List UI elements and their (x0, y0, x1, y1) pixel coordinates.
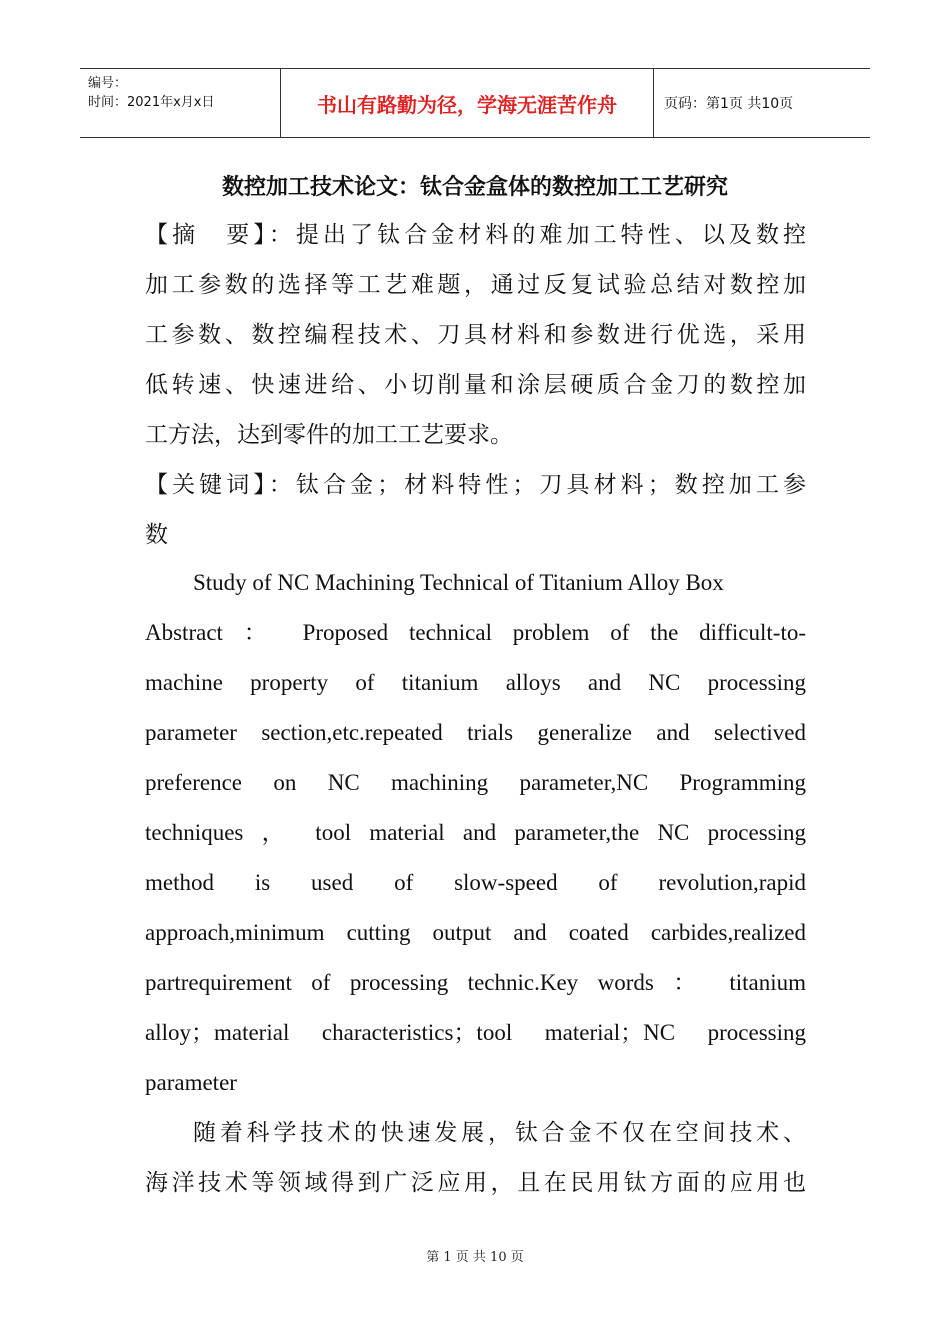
intro-cn-line: 随着科学技术的快速发展，钛合金不仅在空间技术、 (193, 1120, 806, 1146)
english-line: approach,minimum cutting output and coated carbides,realized (145, 920, 806, 945)
keywords-cn-line: 数 (145, 522, 168, 548)
keywords-cn (145, 460, 806, 560)
english-line: Abstract ： Proposed technical problem of the difficult-to- (145, 620, 806, 645)
document-title: 数控加工技术论文：钛合金盒体的数控加工工艺研究 (221, 175, 728, 200)
english-title-line: Study of NC Machining Technical of Titanium Alloy Box (193, 570, 724, 595)
english-line: techniques ， tool material and parameter,the NC processing (145, 820, 806, 845)
page-footer: 第 1 页 共 10 页 (426, 1250, 524, 1265)
header-meta-cell (80, 69, 281, 137)
motto-text: 书山有路勤为径，学海无涯苦作舟 (317, 92, 617, 117)
abstract-cn-line: 【摘 要】：提出了钛合金材料的难加工特性、以及数控 (145, 222, 806, 248)
abstract-cn-line: 工参数、数控编程技术、刀具材料和参数进行优选，采用 (145, 322, 806, 348)
english-line: method is used of slow-speed of revolution,rapid (145, 870, 806, 895)
english-line: preference on NC machining parameter,NC Programming (145, 770, 806, 795)
number-label: 编号： (88, 76, 128, 91)
intro-cn (145, 1108, 806, 1208)
header-motto-cell (281, 69, 654, 137)
abstract-cn (145, 210, 806, 460)
abstract-cn-line: 工方法，达到零件的加工工艺要求。 (145, 422, 513, 448)
page-info: 页码：第1页 共10页 (664, 96, 794, 112)
document-header (80, 68, 870, 138)
english-line: machine property of titanium alloys and NC processing (145, 670, 806, 695)
english-line: parameter section,etc.repeated trials generalize and selectived (145, 720, 806, 745)
intro-cn-line: 海洋技术等领域得到广泛应用，且在民用钛方面的应用也 (145, 1170, 806, 1196)
abstract-cn-line: 低转速、快速进给、小切削量和涂层硬质合金刀的数控加 (145, 372, 806, 398)
english-line: alloy；material characteristics；tool material；NC processing (145, 1020, 806, 1045)
header-page-cell (654, 69, 870, 137)
time-label: 时间：2021年x月x日 (88, 95, 215, 110)
english-line: partrequirement of processing technic.Key words ： titanium (145, 970, 806, 995)
english-abstract (145, 558, 806, 1108)
english-line: parameter (145, 1070, 237, 1095)
abstract-cn-line: 加工参数的选择等工艺难题，通过反复试验总结对数控加 (145, 272, 806, 298)
keywords-cn-line: 【关键词】：钛合金；材料特性；刀具材料；数控加工参 (145, 472, 806, 498)
